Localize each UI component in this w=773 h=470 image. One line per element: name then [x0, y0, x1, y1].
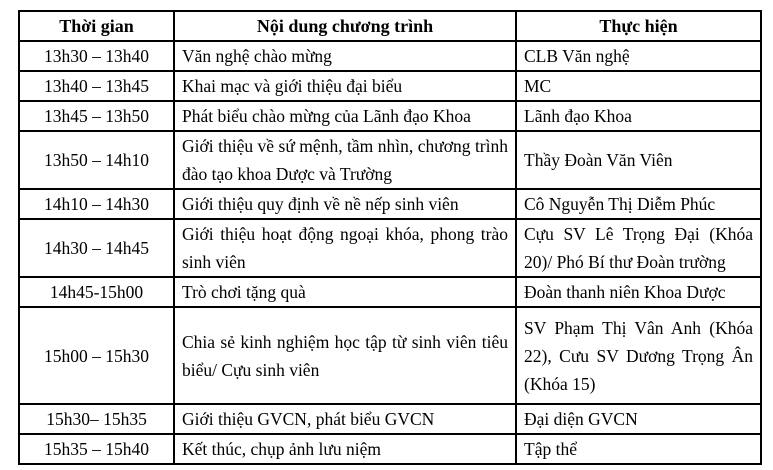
table-row: [19, 219, 761, 277]
table-row: [19, 189, 761, 219]
column-header-content: Nội dung chương trình: [174, 11, 516, 41]
table-row: [19, 71, 761, 101]
content-cell: Giới thiệu quy định về nề nếp sinh viên: [174, 189, 516, 219]
time-cell: 15h00 – 15h30: [19, 307, 174, 404]
executor-cell: Đại diện GVCN: [516, 404, 761, 434]
executor-cell: Thầy Đoàn Văn Viên: [516, 131, 761, 189]
time-cell: 15h35 – 15h40: [19, 434, 174, 464]
time-cell: 13h50 – 14h10: [19, 131, 174, 189]
time-cell: 14h30 – 14h45: [19, 219, 174, 277]
table-row: [19, 131, 761, 189]
content-cell: Giới thiệu hoạt động ngoại khóa, phong trào sinh viên: [174, 219, 516, 277]
table-row: [19, 404, 761, 434]
table-row: [19, 101, 761, 131]
content-cell: Kết thúc, chụp ảnh lưu niệm: [174, 434, 516, 464]
table-row: [19, 277, 761, 307]
time-cell: 13h30 – 13h40: [19, 41, 174, 71]
executor-cell: CLB Văn nghệ: [516, 41, 761, 71]
column-header-time: Thời gian: [19, 11, 174, 41]
time-cell: 15h30– 15h35: [19, 404, 174, 434]
content-cell: Phát biểu chào mừng của Lãnh đạo Khoa: [174, 101, 516, 131]
content-cell: Văn nghệ chào mừng: [174, 41, 516, 71]
executor-cell: Đoàn thanh niên Khoa Dược: [516, 277, 761, 307]
executor-cell: SV Phạm Thị Vân Anh (Khóa 22), Cưu SV Dương Trọng Ân (Khóa 15): [516, 307, 761, 404]
executor-cell: Lãnh đạo Khoa: [516, 101, 761, 131]
column-header-executor: Thực hiện: [516, 11, 761, 41]
content-cell: Trò chơi tặng quà: [174, 277, 516, 307]
executor-cell: Tập thể: [516, 434, 761, 464]
time-cell: 14h10 – 14h30: [19, 189, 174, 219]
content-cell: Giới thiệu về sứ mệnh, tầm nhìn, chương trình đào tạo khoa Dược và Trường: [174, 131, 516, 189]
time-cell: 14h45-15h00: [19, 277, 174, 307]
content-cell: Chia sẻ kinh nghiệm học tập từ sinh viên tiêu biểu/ Cựu sinh viên: [174, 307, 516, 404]
time-cell: 13h45 – 13h50: [19, 101, 174, 131]
content-cell: Khai mạc và giới thiệu đại biểu: [174, 71, 516, 101]
table-row: [19, 41, 761, 71]
executor-cell: Cựu SV Lê Trọng Đại (Khóa 20)/ Phó Bí thư Đoàn trường: [516, 219, 761, 277]
schedule-table: [18, 10, 762, 465]
content-cell: Giới thiệu GVCN, phát biểu GVCN: [174, 404, 516, 434]
executor-cell: Cô Nguyễn Thị Diễm Phúc: [516, 189, 761, 219]
executor-cell: MC: [516, 71, 761, 101]
header-row: [19, 11, 761, 41]
table-row: [19, 307, 761, 404]
time-cell: 13h40 – 13h45: [19, 71, 174, 101]
table-row: [19, 434, 761, 464]
